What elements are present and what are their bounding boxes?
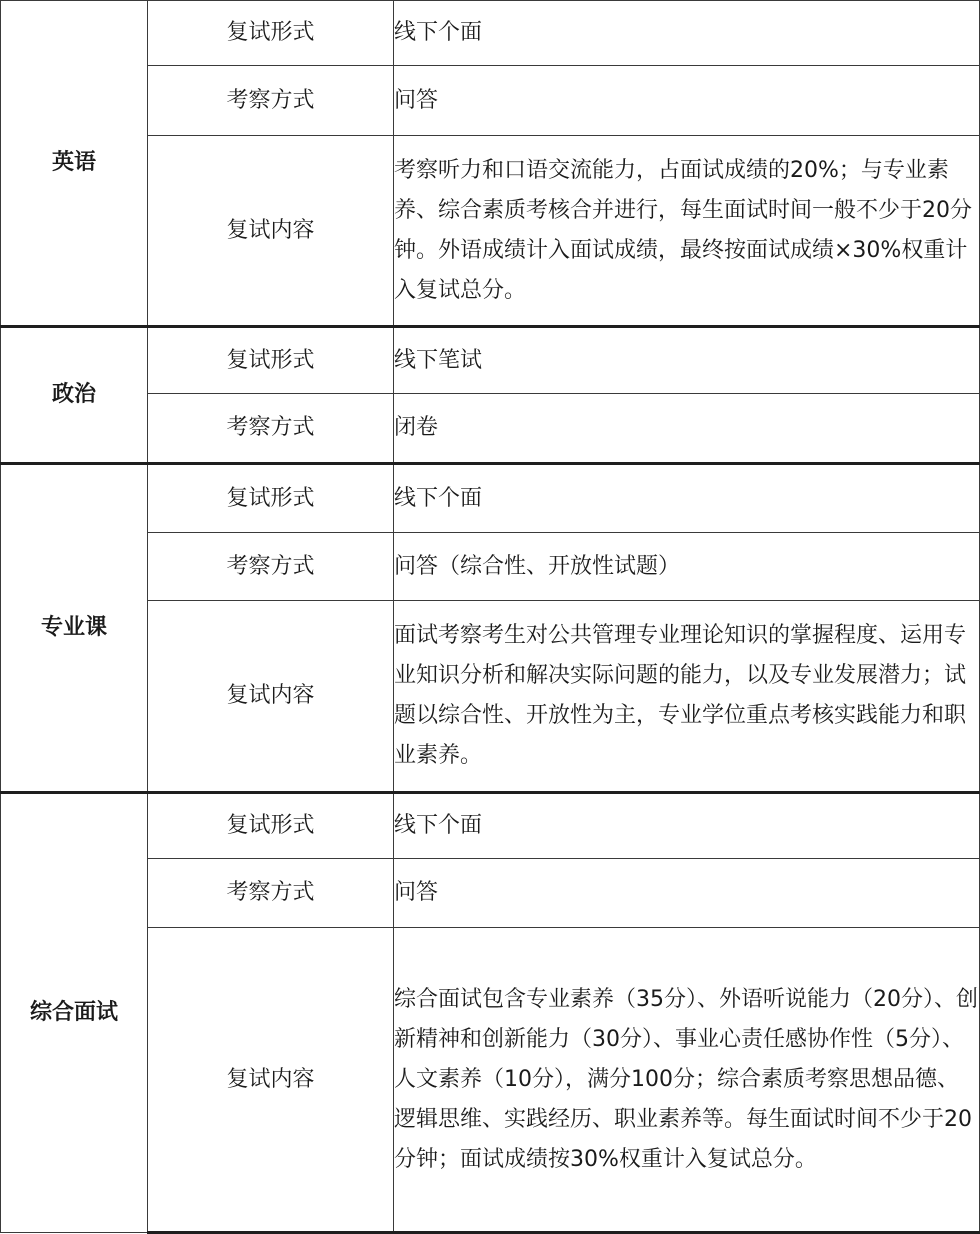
subject-cell: 综合面试 (1, 793, 148, 1233)
subject-cell: 政治 (1, 327, 148, 464)
desc-cell: 面试考察考生对公共管理专业理论知识的掌握程度、运用专业知识分析和解决实际问题的能力，以及专业发展潜力；试题以综合性、开放性为主，专业学位重点考核实践能力和职业素养。 (394, 601, 980, 793)
subject-cell: 专业课 (1, 464, 148, 793)
desc-cell: 线下个面 (394, 464, 980, 533)
table-row (1, 394, 980, 464)
desc-cell: 线下个面 (394, 793, 980, 859)
item-cell: 复试内容 (148, 136, 394, 327)
desc-cell: 问答 (394, 66, 980, 136)
desc-cell: 问答（综合性、开放性试题） (394, 533, 980, 601)
table-row (1, 327, 980, 394)
table-row (1, 1, 980, 66)
item-cell: 复试内容 (148, 928, 394, 1233)
desc-cell: 线下笔试 (394, 327, 980, 394)
desc-cell: 闭卷 (394, 394, 980, 464)
table-row (1, 136, 980, 327)
table-row (1, 928, 980, 1233)
item-cell: 复试形式 (148, 793, 394, 859)
desc-cell: 线下个面 (394, 1, 980, 66)
subject-cell: 英语 (1, 1, 148, 327)
item-cell: 考察方式 (148, 859, 394, 928)
table-row (1, 464, 980, 533)
table-row (1, 66, 980, 136)
table-row (1, 533, 980, 601)
item-cell: 复试形式 (148, 464, 394, 533)
table-row (1, 859, 980, 928)
item-cell: 复试形式 (148, 1, 394, 66)
table-row (1, 793, 980, 859)
desc-cell: 综合面试包含专业素养（35分）、外语听说能力（20分）、创新精神和创新能力（30分）、事业心责任感协作性（5分）、人文素养（10分），满分100分；综合素质考察思想品德、逻辑思维、实践经历、职业素养等。每生面试时间不少于20分钟；面试成绩按30%权重计入复试总分。 (394, 928, 980, 1233)
desc-cell: 考察听力和口语交流能力，占面试成绩的20%；与专业素养、综合素质考核合并进行，每生面试时间一般不少于20分钟。外语成绩计入面试成绩，最终按面试成绩×30%权重计入复试总分。 (394, 136, 980, 327)
item-cell: 考察方式 (148, 66, 394, 136)
table-row (1, 601, 980, 793)
desc-cell: 问答 (394, 859, 980, 928)
item-cell: 考察方式 (148, 533, 394, 601)
item-cell: 复试形式 (148, 327, 394, 394)
item-cell: 考察方式 (148, 394, 394, 464)
item-cell: 复试内容 (148, 601, 394, 793)
